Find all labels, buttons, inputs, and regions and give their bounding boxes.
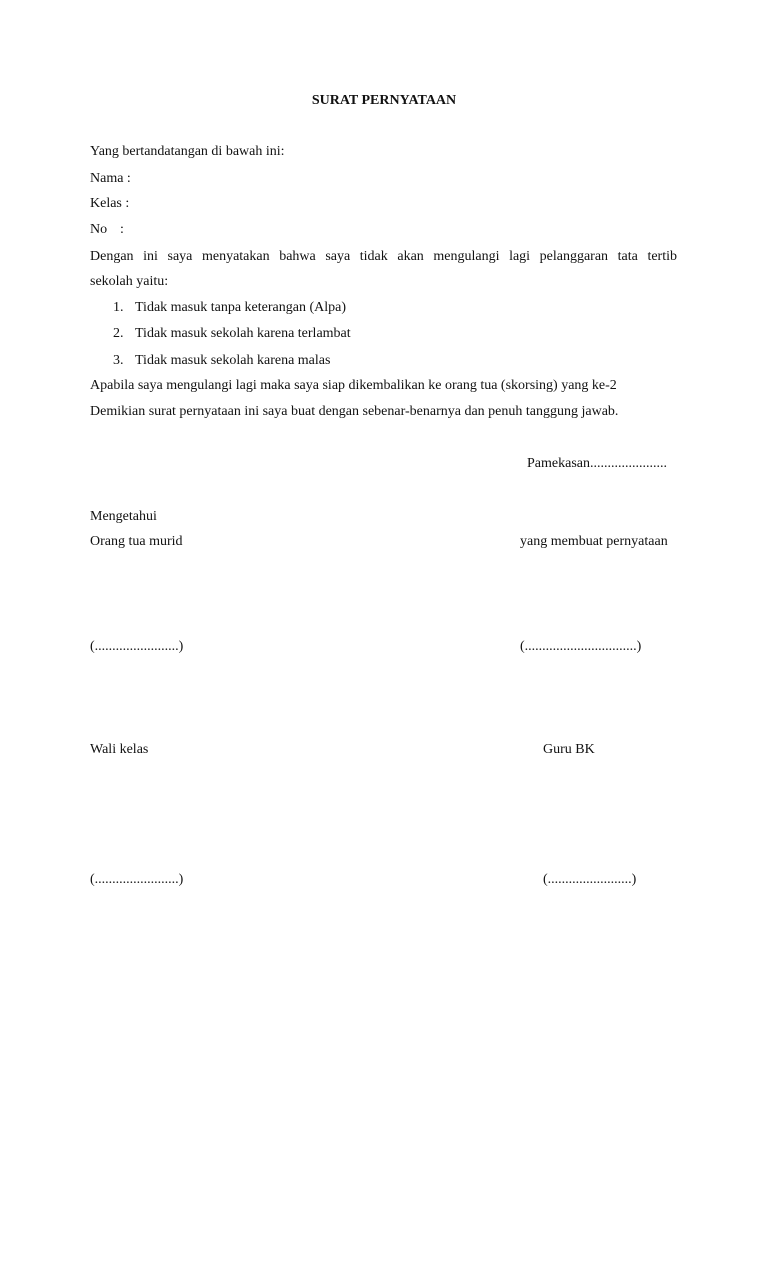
intro-text: Yang bertandatangan di bawah ini: (90, 144, 285, 159)
violation-number: 1. (113, 300, 124, 315)
statement-line-1: Dengan ini saya menyatakan bahwa saya tidak akan mengulangi lagi pelanggaran tata tertib (90, 249, 677, 264)
violation-item (113, 325, 351, 343)
maker-label: yang membuat pernyataan (520, 534, 668, 549)
parent-signature-blank: (........................) (90, 639, 184, 654)
field-no-label: No (90, 222, 108, 237)
acknowledged-label: Mengetahui (90, 509, 157, 524)
violation-number: 2. (113, 326, 124, 341)
field-nama: Nama : (90, 171, 131, 186)
violation-number: 3. (113, 353, 124, 368)
violation-text: Tidak masuk tanpa keterangan (Alpa) (135, 300, 346, 315)
counselor-signature-blank: (........................) (543, 872, 637, 887)
closing-text: Demikian surat pernyataan ini saya buat dengan sebenar-benarnya dan penuh tanggung jawab. (90, 404, 619, 419)
counselor-label: Guru BK (543, 742, 595, 757)
field-no (90, 221, 124, 239)
violation-text: Tidak masuk sekolah karena terlambat (135, 326, 351, 341)
place-date: Pamekasan...................... (527, 456, 667, 471)
page-title: SURAT PERNYATAAN (311, 93, 457, 108)
maker-signature-blank: (................................) (520, 639, 642, 654)
violation-item (113, 299, 346, 317)
homeroom-label: Wali kelas (90, 742, 149, 757)
violation-text: Tidak masuk sekolah karena malas (135, 353, 331, 368)
homeroom-signature-blank: (........................) (90, 872, 184, 887)
parent-label: Orang tua murid (90, 534, 183, 549)
field-no-colon: : (120, 222, 124, 237)
field-kelas: Kelas : (90, 196, 130, 211)
consequence-text: Apabila saya mengulangi lagi maka saya siap dikembalikan ke orang tua (skorsing) yang ke-2 (90, 378, 617, 393)
statement-line-2: sekolah yaitu: (90, 274, 169, 289)
violation-item (113, 352, 330, 370)
